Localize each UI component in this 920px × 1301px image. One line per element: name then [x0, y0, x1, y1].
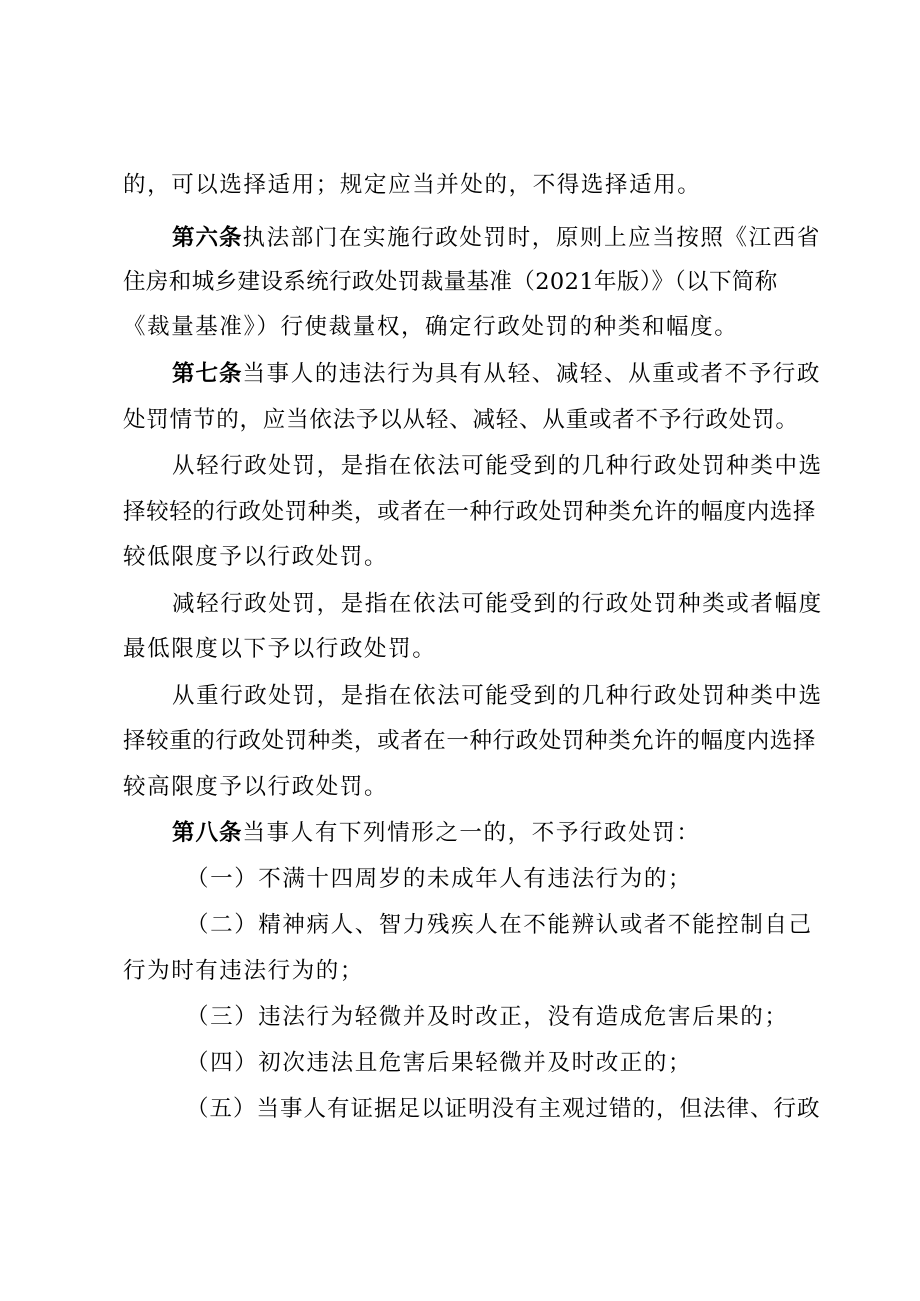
list-item: （四）初次违法且危害后果轻微并及时改正的； — [186, 1050, 693, 1076]
text-line: 较低限度予以行政处罚。 — [123, 544, 389, 570]
text-line: 行为时有违法行为的； — [123, 958, 365, 984]
article-7-label: 第七条 — [172, 361, 243, 387]
list-item: （一）不满十四周岁的未成年人有违法行为的； — [186, 866, 693, 892]
text-line: 从轻行政处罚，是指在依法可能受到的几种行政处罚种类中选 — [172, 453, 823, 479]
text-line: 处罚情节的，应当依法予以从轻、减轻、从重或者不予行政处罚。 — [123, 407, 799, 433]
text-line: 《裁量基准》）行使裁量权，确定行政处罚的种类和幅度。 — [123, 314, 739, 340]
text-line: 住房和城乡建设系统行政处罚裁量基准（2021年版）》（以下简称 — [123, 269, 778, 295]
text-line: 最低限度以下予以行政处罚。 — [123, 636, 437, 662]
text-line: 从重行政处罚，是指在依法可能受到的几种行政处罚种类中选 — [172, 683, 823, 709]
article-6-line: 第六条执法部门在实施行政处罚时，原则上应当按照《江西省 — [172, 225, 821, 251]
article-7-line: 第七条当事人的违法行为具有从轻、减轻、从重或者不予行政 — [172, 361, 821, 387]
list-item: （五）当事人有证据足以证明没有主观过错的，但法律、行政 — [186, 1096, 821, 1122]
text-line: 减轻行政处罚，是指在依法可能受到的行政处罚种类或者幅度 — [172, 591, 823, 617]
text-line: 择较轻的行政处罚种类，或者在一种行政处罚种类允许的幅度内选择 — [123, 499, 817, 525]
list-item: （二）精神病人、智力残疾人在不能辨认或者不能控制自己 — [186, 912, 813, 938]
article-6-label: 第六条 — [172, 225, 243, 251]
article-8-label: 第八条 — [172, 820, 243, 846]
text-line: 较高限度予以行政处罚。 — [123, 774, 389, 800]
list-item: （三）违法行为轻微并及时改正，没有造成危害后果的； — [186, 1004, 789, 1030]
article-8-line: 第八条当事人有下列情形之一的，不予行政处罚： — [172, 820, 701, 846]
text-line: 的，可以选择适用；规定应当并处的，不得选择适用。 — [123, 172, 702, 198]
text-line: 择较重的行政处罚种类，或者在一种行政处罚种类允许的幅度内选择 — [123, 728, 817, 754]
